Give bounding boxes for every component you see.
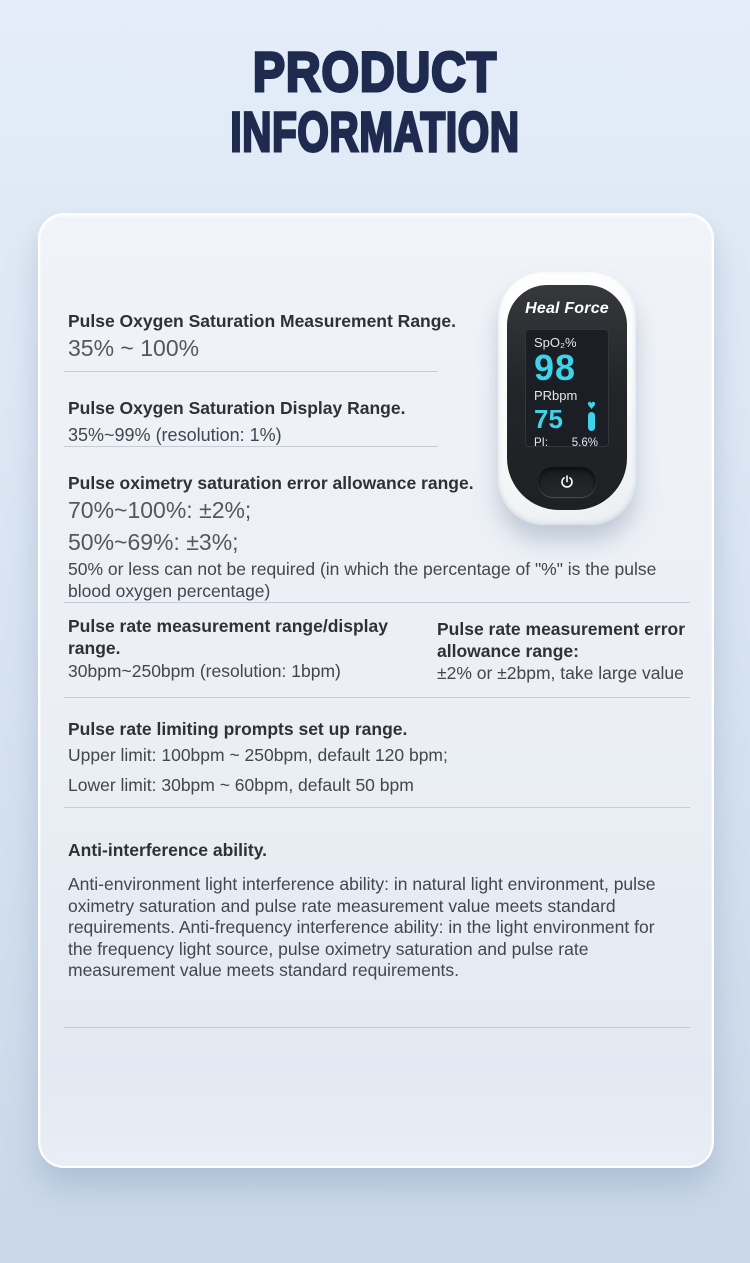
power-icon xyxy=(559,474,575,490)
pulse-rate-range-value: 30bpm~250bpm (resolution: 1bpm) xyxy=(68,661,341,681)
spo2-screen-value: 98 xyxy=(534,347,577,388)
pulse-rate-error-value: ±2% or ±2bpm, take large value xyxy=(437,663,684,683)
spo2-measurement-range-value: 35% ~ 100% xyxy=(68,335,200,361)
pulse-rate-limits-heading: Pulse rate limiting prompts set up range. xyxy=(68,719,408,739)
pulse-rate-upper-limit: Upper limit: 100bpm ~ 250bpm, default 120 bpm; xyxy=(68,745,448,765)
divider xyxy=(64,697,690,698)
spo2-screen-label: SpO₂% xyxy=(534,335,577,350)
spo2-display-range-heading: Pulse Oxygen Saturation Display Range. xyxy=(68,398,406,418)
page-title xyxy=(0,42,750,162)
power-button xyxy=(538,467,596,497)
pr-screen-label: PRbpm xyxy=(534,388,578,403)
brand-logo: Heal Force xyxy=(525,300,609,317)
pulse-oximeter-face xyxy=(507,285,627,510)
pi-screen-value: 5.6% xyxy=(571,437,598,449)
spo2-error-allowance-line1: 70%~100%: ±2%; xyxy=(68,497,252,523)
spo2-error-allowance-heading: Pulse oximetry saturation error allowance range. xyxy=(68,473,474,493)
spo2-display-range-value: 35%~99% (resolution: 1%) xyxy=(68,425,282,445)
pi-screen-label: PI: xyxy=(534,437,549,449)
divider xyxy=(64,446,438,447)
page-title-line2: INFORMATION xyxy=(230,100,520,163)
oximeter-screen xyxy=(525,329,609,447)
divider xyxy=(64,807,690,808)
pulse-bar-icon xyxy=(587,403,596,431)
spec-card xyxy=(38,213,714,1168)
heart-icon: ♥ xyxy=(587,401,596,412)
page-title-line1: PRODUCT xyxy=(252,40,498,103)
spo2-error-allowance-line2: 50%~69%: ±3%; xyxy=(68,529,239,555)
divider xyxy=(64,1027,690,1028)
divider xyxy=(64,602,690,603)
anti-interference-heading: Anti-interference ability. xyxy=(68,840,268,860)
divider xyxy=(64,371,438,372)
spo2-measurement-range-heading: Pulse Oxygen Saturation Measurement Range. xyxy=(68,311,457,331)
pulse-rate-error-heading: Pulse rate measurement error allowance range: xyxy=(437,619,686,661)
spo2-error-allowance-note: 50% or less can not be required (in which the percentage of "%" is the pulse blood oxygen percentage) xyxy=(68,559,657,601)
pulse-oximeter-image xyxy=(498,272,636,525)
pulse-rate-lower-limit: Lower limit: 30bpm ~ 60bpm, default 50 bpm xyxy=(68,775,414,795)
anti-interference-paragraph: Anti-environment light interference ability: in natural light environment, pulse oximetry saturation and pulse rate measurement value meets standard requirements. Anti-frequency interference ability: in the light environment for the frequency light source, pulse oximetry saturation and pulse rate measurement value meets standard requirements. xyxy=(68,874,656,980)
pulse-rate-range-heading: Pulse rate measurement range/display range. xyxy=(68,616,388,658)
pr-screen-value: 75 xyxy=(534,404,563,434)
pulse-bar xyxy=(588,412,595,431)
